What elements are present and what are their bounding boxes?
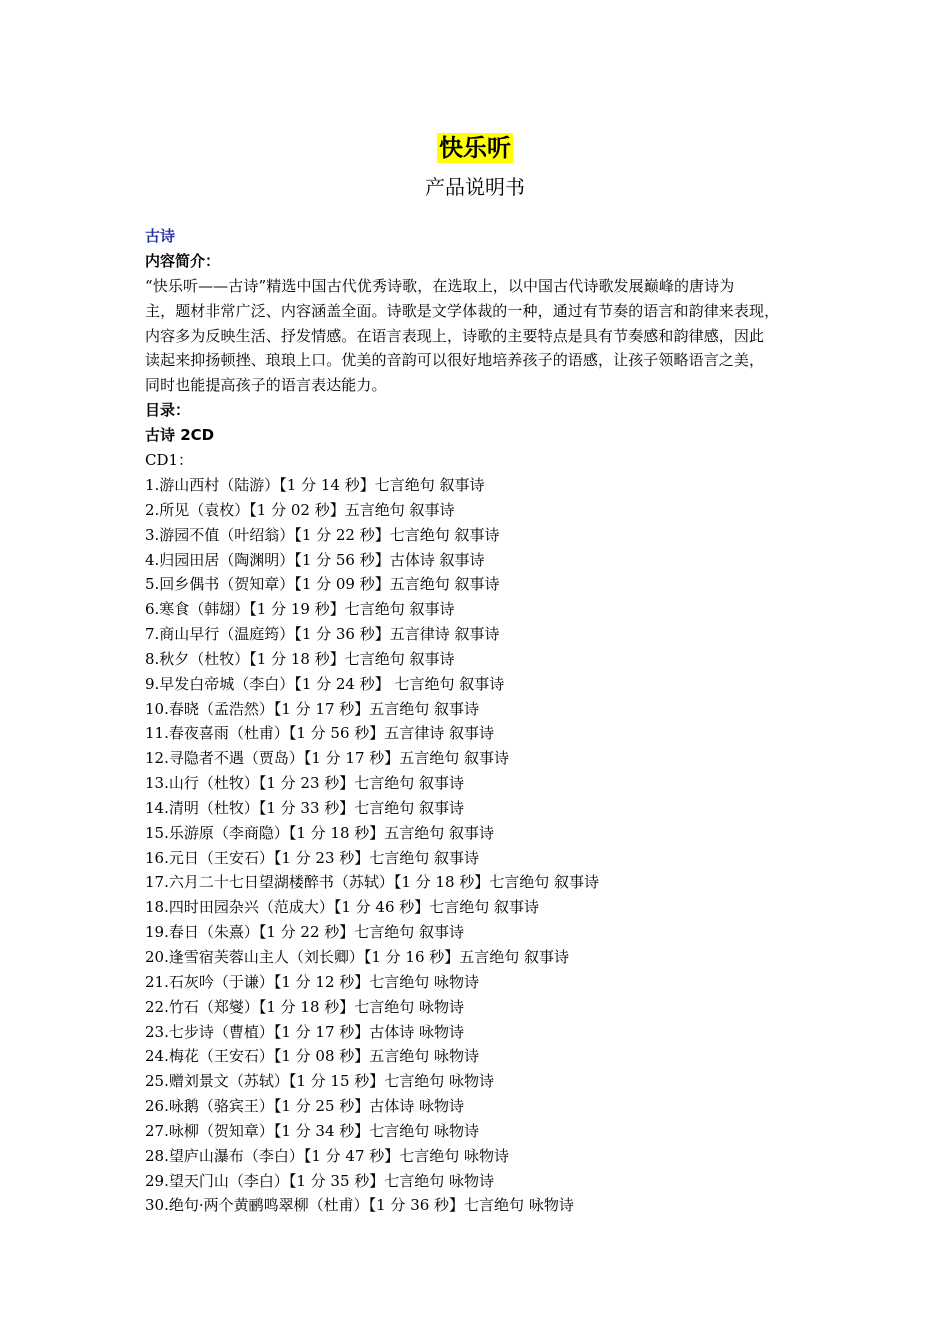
track-item: 24.梅花（王安石）【1 分 08 秒】五言绝句 咏物诗 — [145, 1047, 480, 1066]
section-heading: 古诗 — [145, 227, 176, 245]
track-item: 3.游园不值（叶绍翁）【1 分 22 秒】七言绝句 叙事诗 — [145, 525, 500, 544]
track-item: 1.游山西村（陆游）【1 分 14 秒】七言绝句 叙事诗 — [145, 475, 485, 494]
track-item: 10.春晓（孟浩然）【1 分 17 秒】五言绝句 叙事诗 — [145, 699, 480, 718]
track-item: 19.春日（朱熹）【1 分 22 秒】七言绝句 叙事诗 — [145, 923, 465, 942]
track-item: 20.逢雪宿芙蓉山主人（刘长卿）【1 分 16 秒】五言绝句 叙事诗 — [145, 948, 570, 967]
track-item: 4.归园田居（陶渊明）【1 分 56 秒】古体诗 叙事诗 — [145, 550, 485, 569]
track-item: 8.秋夕（杜牧）【1 分 18 秒】七言绝句 叙事诗 — [145, 649, 455, 668]
intro-line: 读起来抑扬顿挫、琅琅上口。优美的音韵可以很好地培养孩子的语感，让孩子领略语言之美， — [145, 351, 765, 370]
cd-set-label: 古诗 2CD — [145, 425, 215, 444]
track-item: 13.山行（杜牧）【1 分 23 秒】七言绝句 叙事诗 — [145, 774, 465, 793]
track-item: 29.望天门山（李白）【1 分 35 秒】七言绝句 咏物诗 — [145, 1171, 495, 1190]
track-item: 30.绝句·两个黄鹂鸣翠柳（杜甫）【1 分 36 秒】七言绝句 咏物诗 — [145, 1196, 574, 1215]
track-item: 16.元日（王安石）【1 分 23 秒】七言绝句 叙事诗 — [145, 848, 480, 867]
intro-line: 主，题材非常广泛、内容涵盖全面。诗歌是文学体裁的一种，通过有节奏的语言和韵律来表现， — [145, 301, 780, 320]
track-item: 6.寒食（韩翃）【1 分 19 秒】七言绝句 叙事诗 — [145, 600, 455, 619]
track-item: 28.望庐山瀑布（李白）【1 分 47 秒】七言绝句 咏物诗 — [145, 1146, 510, 1165]
track-item: 25.赠刘景文（苏轼）【1 分 15 秒】七言绝句 咏物诗 — [145, 1072, 495, 1091]
track-item: 21.石灰吟（于谦）【1 分 12 秒】七言绝句 咏物诗 — [145, 972, 480, 991]
track-item: 15.乐游原（李商隐）【1 分 18 秒】五言绝句 叙事诗 — [145, 823, 495, 842]
track-item: 9.早发白帝城（李白）【1 分 24 秒】 七言绝句 叙事诗 — [145, 674, 505, 693]
track-item: 23.七步诗（曹植）【1 分 17 秒】古体诗 咏物诗 — [145, 1022, 465, 1041]
track-item: 17.六月二十七日望湖楼醉书（苏轼）【1 分 18 秒】七言绝句 叙事诗 — [145, 873, 600, 892]
intro-paragraph — [145, 274, 825, 398]
track-item: 27.咏柳（贺知章）【1 分 34 秒】七言绝句 咏物诗 — [145, 1121, 480, 1140]
track-item: 22.竹石（郑燮）【1 分 18 秒】七言绝句 咏物诗 — [145, 997, 465, 1016]
track-item: 7.商山早行（温庭筠）【1 分 36 秒】五言律诗 叙事诗 — [145, 625, 500, 644]
document-body — [145, 224, 825, 1218]
track-item: 5.回乡偶书（贺知章）【1 分 09 秒】五言绝句 叙事诗 — [145, 575, 500, 594]
intro-line: 同时也能提高孩子的语言表达能力。 — [145, 376, 387, 395]
track-item: 26.咏鹅（骆宾王）【1 分 25 秒】古体诗 咏物诗 — [145, 1097, 465, 1116]
subtitle-block — [0, 172, 950, 202]
intro-line: 内容多为反映生活、抒发情感。在语言表现上，诗歌的主要特点是具有节奏感和韵律感，因此 — [145, 326, 765, 345]
intro-line: “快乐听——古诗”精选中国古代优秀诗歌，在选取上，以中国古代诗歌发展巅峰的唐诗为 — [145, 277, 735, 295]
track-item: 11.春夜喜雨（杜甫）【1 分 56 秒】五言律诗 叙事诗 — [145, 724, 495, 743]
toc-label: 目录： — [145, 400, 191, 419]
track-item: 2.所见（袁枚）【1 分 02 秒】五言绝句 叙事诗 — [145, 500, 455, 519]
title-block — [0, 133, 950, 163]
track-item: 12.寻隐者不遇（贾岛）【1 分 17 秒】五言绝句 叙事诗 — [145, 749, 510, 768]
document-subtitle: 产品说明书 — [425, 175, 525, 199]
track-list — [145, 473, 825, 1218]
track-item: 14.清明（杜牧）【1 分 33 秒】七言绝句 叙事诗 — [145, 798, 465, 817]
document-title: 快乐听 — [439, 134, 511, 162]
cd-label: CD1： — [145, 450, 194, 469]
track-item: 18.四时田园杂兴（范成大）【1 分 46 秒】七言绝句 叙事诗 — [145, 898, 540, 917]
intro-label: 内容简介： — [145, 252, 221, 270]
